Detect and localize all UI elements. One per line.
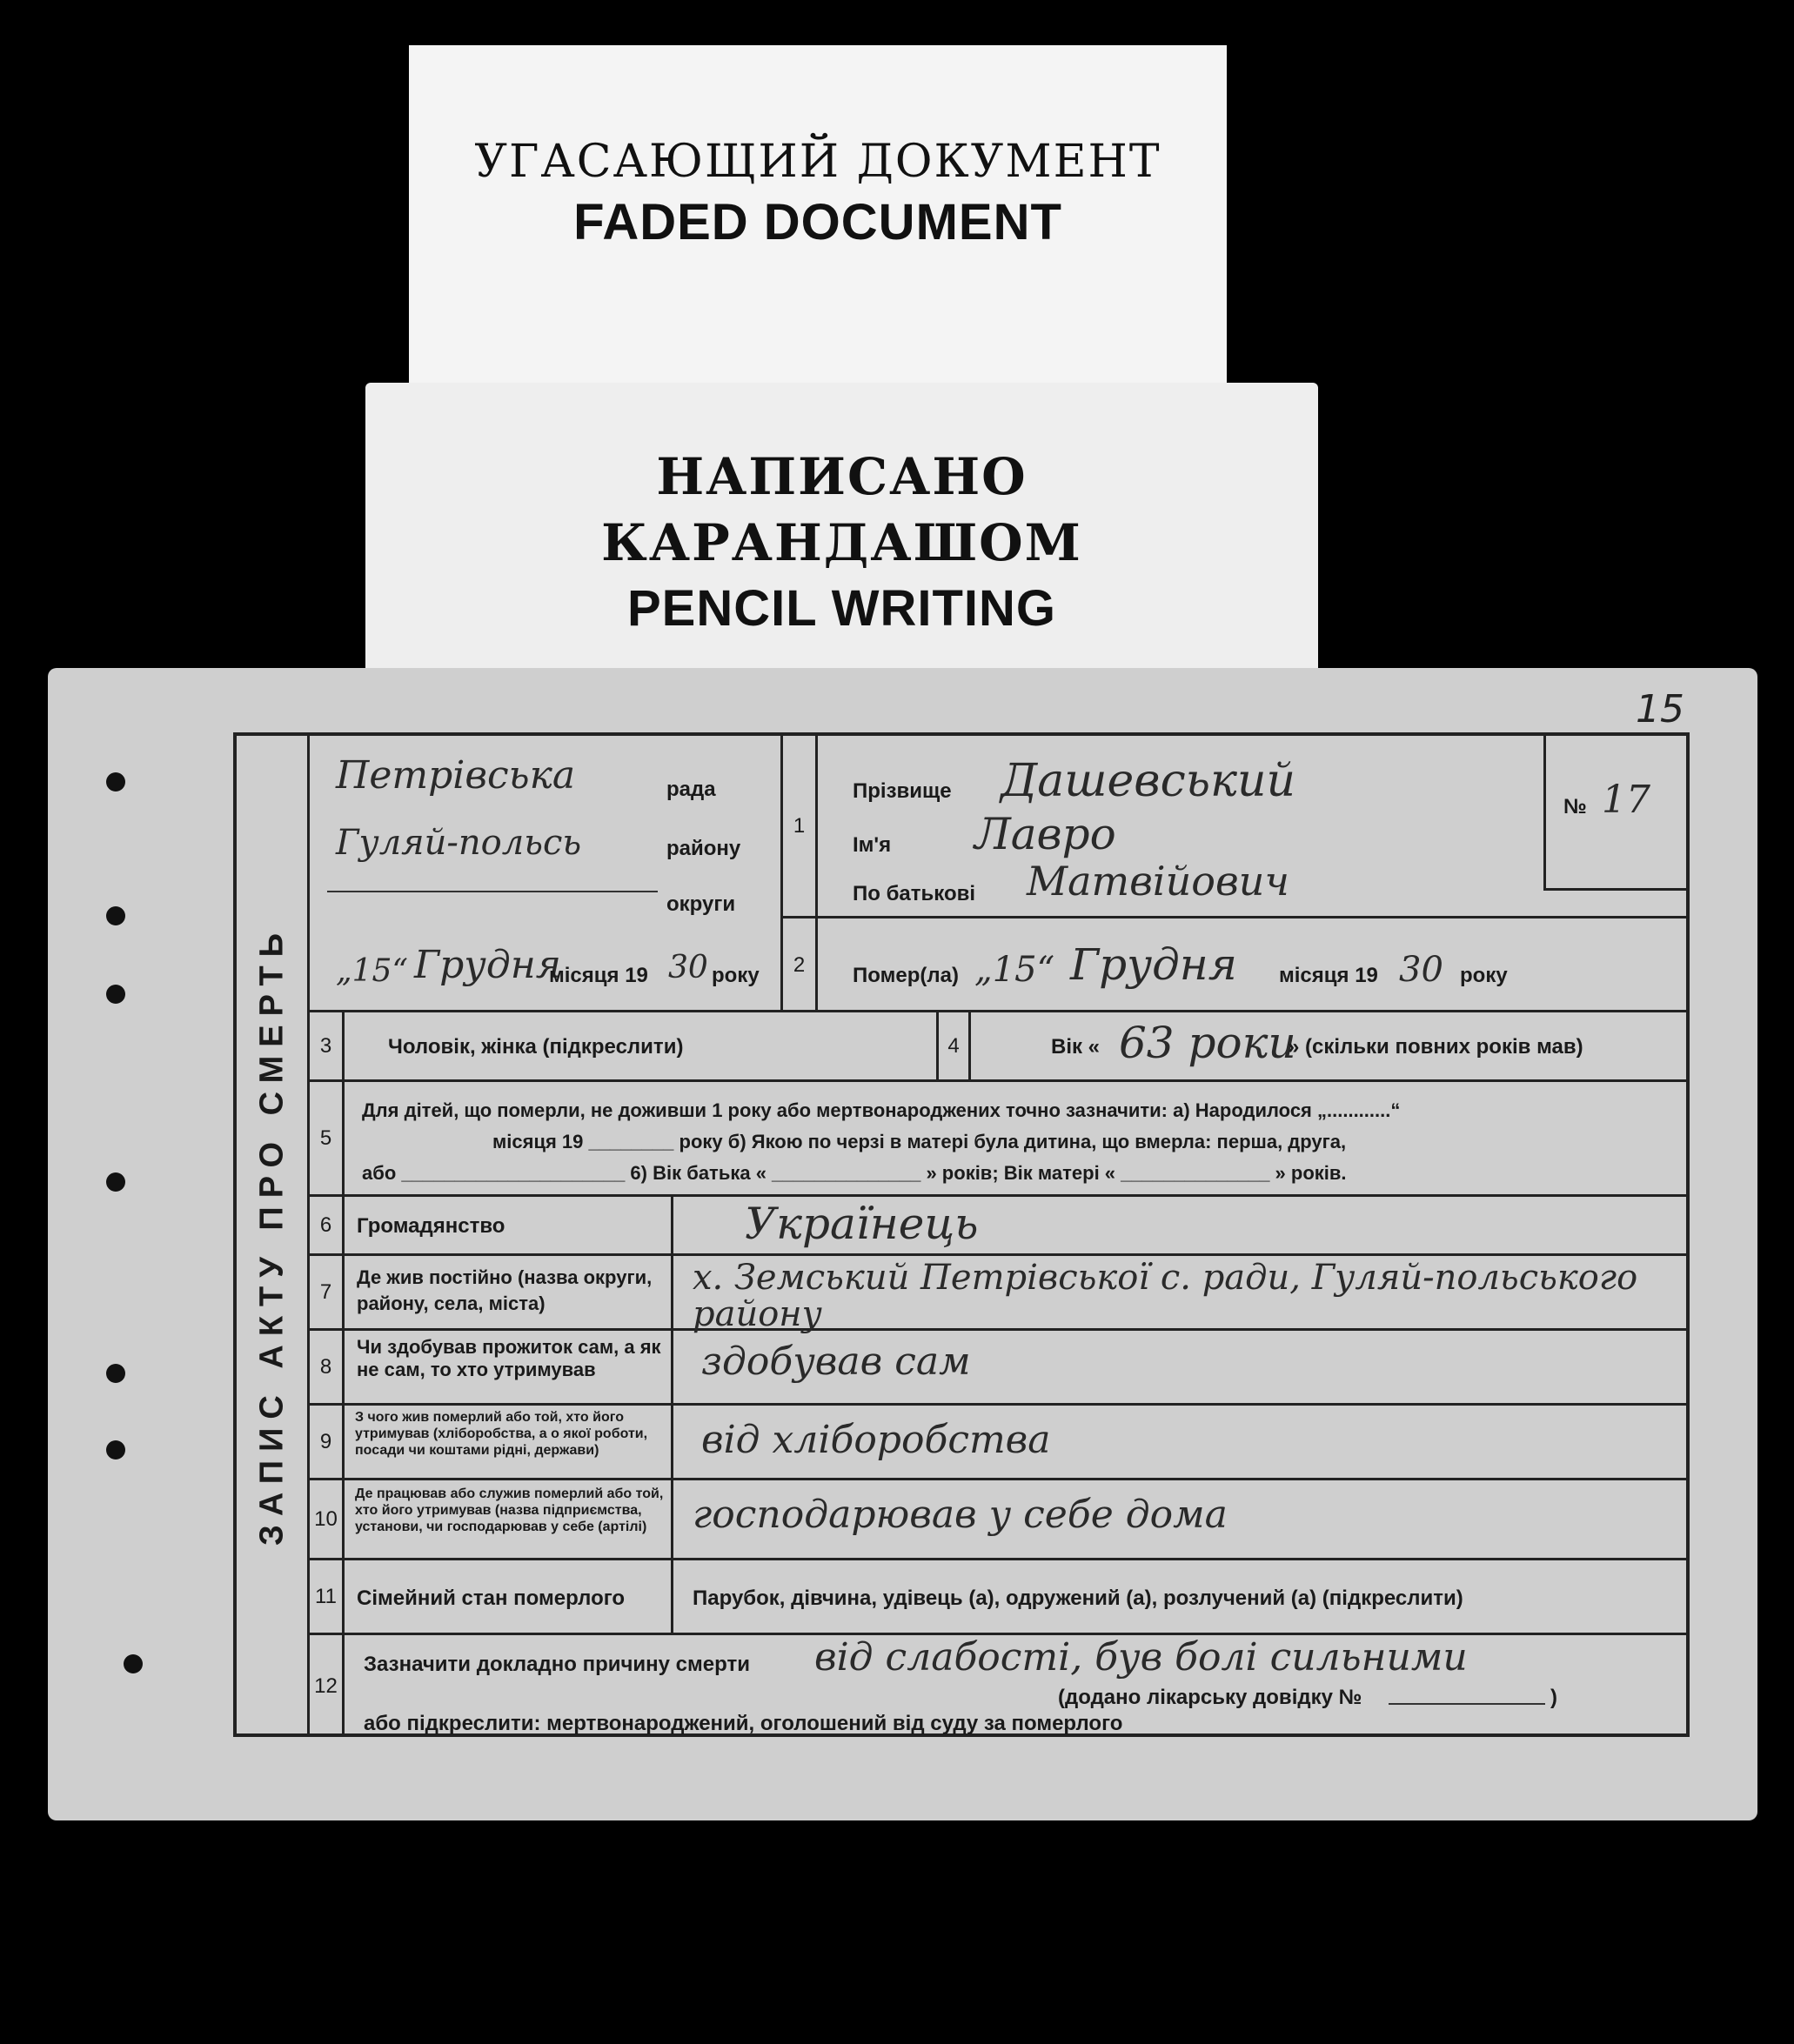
age-value: 63 роки xyxy=(1119,1018,1296,1068)
binding-hole xyxy=(106,1440,125,1460)
row1-number: 1 xyxy=(783,736,818,918)
row-livelihood xyxy=(310,1331,1686,1406)
surname-value: Дашевський xyxy=(1001,755,1296,807)
row3-number: 3 xyxy=(310,1012,345,1079)
died-misiatsia: місяця 19 xyxy=(1279,964,1378,987)
citizenship-label: Громадянство xyxy=(357,1214,505,1238)
row11-number: 11 xyxy=(310,1560,345,1633)
pencil-writing-label xyxy=(365,383,1318,687)
livelihood-value: здобував сам xyxy=(701,1339,971,1384)
row5-number: 5 xyxy=(310,1082,345,1194)
residence-value: х. Земський Петрівської с. ради, Гуляй-польського району xyxy=(693,1258,1638,1334)
binding-hole xyxy=(106,1172,125,1192)
death-record-form xyxy=(233,732,1690,1737)
workplace-value: господарював у себе дома xyxy=(693,1493,1228,1537)
died-month: Грудня xyxy=(1070,939,1237,990)
raion-value: Гуляй-польсь xyxy=(336,823,582,863)
binding-hole xyxy=(106,985,125,1004)
registration-cell xyxy=(310,736,783,1010)
okruha-label: округи xyxy=(666,892,736,916)
cause-value: від слабості, був болі сильними xyxy=(814,1635,1468,1680)
residence-label-cell xyxy=(345,1256,673,1328)
binding-hole xyxy=(124,1654,143,1673)
cause-label: Зазначити докладно причину смерти xyxy=(364,1653,750,1676)
died-label: Помер(ла) xyxy=(853,964,959,987)
row-citizenship xyxy=(310,1197,1686,1256)
residence-label: Де жив постійно (назва округи, району, села, міста) xyxy=(357,1266,653,1314)
pencil-label-ru-1: НАПИСАНО xyxy=(656,447,1028,506)
marital-label-cell xyxy=(345,1560,673,1633)
faded-label-ru: УГАСАЮЩИЙ ДОКУМЕНТ xyxy=(474,136,1161,188)
income-label-cell xyxy=(345,1406,673,1478)
number-label: № xyxy=(1563,795,1587,818)
okruha-line xyxy=(327,891,658,892)
row6-number: 6 xyxy=(310,1197,345,1253)
livelihood-label-cell xyxy=(345,1331,673,1403)
patronymic-label: По батькові xyxy=(853,882,976,905)
cause-doc-line xyxy=(1389,1703,1545,1705)
row-infant xyxy=(310,1082,1686,1197)
reg-month: Грудня xyxy=(414,943,561,987)
cause-doc-note: (додано лікарську довідку № xyxy=(1058,1686,1362,1709)
workplace-label-cell xyxy=(345,1480,673,1558)
row-sex-age xyxy=(310,1012,1686,1082)
reg-day: „15“ xyxy=(336,953,408,989)
raion-label: району xyxy=(666,837,741,860)
pencil-label-ru-2: КАРАНДАШОМ xyxy=(601,513,1082,572)
citizenship-label-cell xyxy=(345,1197,673,1253)
livelihood-label: Чи здобував прожиток сам, а як не сам, то хто утримував xyxy=(357,1336,661,1380)
pencil-label-en: PENCIL WRITING xyxy=(626,580,1057,637)
sheet-number: 15 xyxy=(1636,687,1684,731)
age-suffix: » (скільки повних років мав) xyxy=(1288,1035,1583,1059)
row10-number: 10 xyxy=(310,1480,345,1558)
row-cause-of-death xyxy=(310,1635,1686,1737)
row7-number: 7 xyxy=(310,1256,345,1328)
infant-line-1: Для дітей, що померли, не доживши 1 року або мертвонароджених точно зазначити: а) Народилося „............“ xyxy=(362,1099,1401,1121)
age-label: Вік « xyxy=(1051,1035,1101,1059)
row8-number: 8 xyxy=(310,1331,345,1403)
name-label: Ім'я xyxy=(853,833,892,857)
reg-misiatsia: місяця 19 xyxy=(549,964,648,987)
record-number-box xyxy=(1543,736,1690,891)
marital-label: Сімейний стан померлого xyxy=(357,1586,626,1610)
row4-number: 4 xyxy=(936,1012,971,1079)
marital-value: Парубок, дівчина, удівець (а), одружений (а), розлучений (а) (підкреслити) xyxy=(693,1586,1463,1610)
binding-hole xyxy=(106,906,125,925)
surname-label: Прізвище xyxy=(853,779,952,803)
reg-year: 30 xyxy=(668,950,708,985)
name-value: Лавро xyxy=(974,809,1116,859)
row-residence xyxy=(310,1256,1686,1334)
died-day: „15“ xyxy=(974,950,1055,990)
death-date-cell xyxy=(818,918,1690,1012)
cause-or-text: або підкреслити: мертвонароджений, оголошений від суду за померлого xyxy=(364,1712,1123,1735)
workplace-label: Де працював або служив померлий або той, хто його утримував (назва підприємства, установи, чи господарював у себе (артілі) xyxy=(355,1486,664,1534)
form-side-title xyxy=(237,736,310,1733)
infant-line-3: або _____________________ 6) Вік батька « ______________ » років; Вік матері « ______________ » років. xyxy=(362,1162,1347,1184)
citizenship-value: Українець xyxy=(745,1199,979,1249)
row-income-source xyxy=(310,1406,1686,1480)
sex-text: Чоловік, жінка (підкреслити) xyxy=(388,1035,684,1059)
income-value: від хліборобства xyxy=(701,1418,1051,1462)
rada-label: рада xyxy=(666,778,716,801)
income-label: З чого жив померлий або той, хто його утримував (хліборобства, а о якої роботи, посади чи коштами рідні, держави) xyxy=(355,1410,648,1458)
cause-doc-end: ) xyxy=(1550,1686,1557,1709)
header-block xyxy=(310,736,1686,1012)
faded-document-label xyxy=(409,45,1227,411)
died-year: 30 xyxy=(1399,950,1443,990)
rada-value: Петрівська xyxy=(336,753,576,798)
reg-roku: року xyxy=(712,964,760,987)
infant-line-2: місяця 19 ________ року б) Якою по черзі в матері була дитина, що вмерла: перша, друга, xyxy=(492,1131,1347,1152)
row9-number: 9 xyxy=(310,1406,345,1478)
patronymic-value: Матвійович xyxy=(1027,858,1289,905)
died-roku: року xyxy=(1460,964,1508,987)
binding-hole xyxy=(106,1364,125,1383)
binding-hole xyxy=(106,772,125,792)
side-title-text: ЗАПИС АКТУ ПРО СМЕРТЬ xyxy=(253,924,290,1546)
row-workplace xyxy=(310,1480,1686,1560)
row2-number: 2 xyxy=(783,918,818,1012)
row12-number: 12 xyxy=(310,1635,345,1737)
row-marital-status xyxy=(310,1560,1686,1635)
number-value: 17 xyxy=(1602,778,1650,822)
faded-label-en: FADED DOCUMENT xyxy=(573,194,1062,250)
